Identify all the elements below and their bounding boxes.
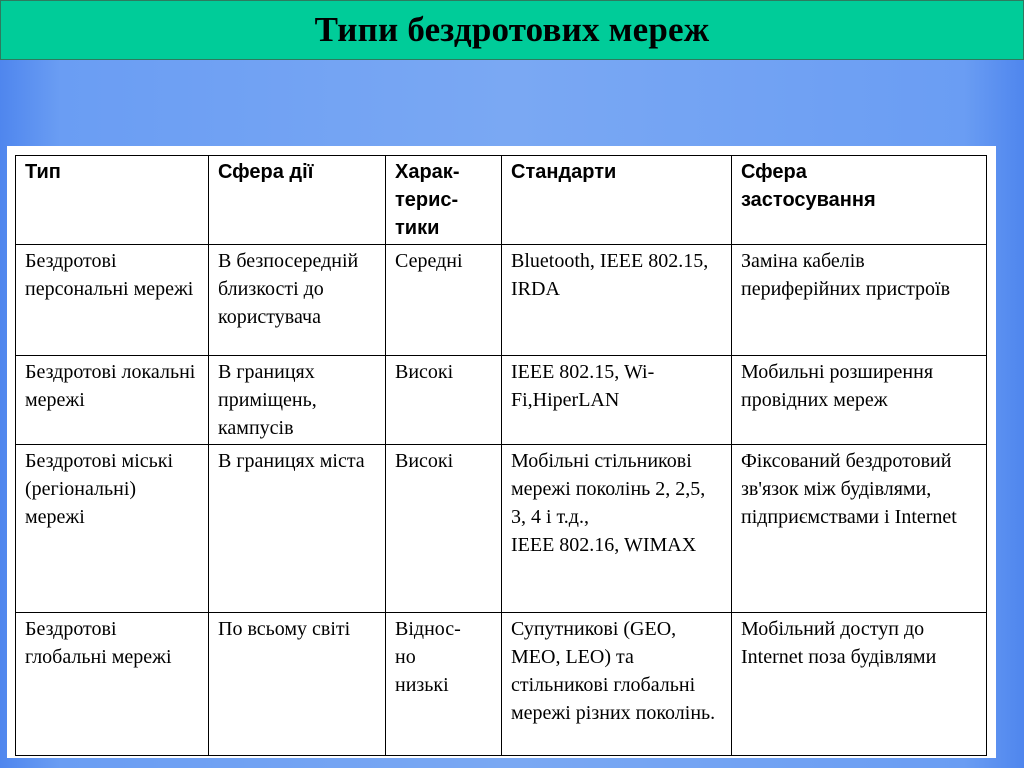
table-row [16, 445, 987, 613]
cell-type: Бездротові локальні мережі [16, 356, 209, 445]
cell-type: Бездротові персональні мережі [16, 245, 209, 356]
cell-scope: В границях приміщень, кампусів [209, 356, 386, 445]
cell-standards [502, 445, 732, 613]
header-application: Сфера застосування [732, 156, 987, 245]
header-type: Тип [16, 156, 209, 245]
cell-type: Бездротові глобальні мережі [16, 613, 209, 756]
table-row [16, 356, 987, 445]
slide-body [0, 60, 1024, 768]
cell-standards: Bluetooth, IEEE 802.15, IRDA [502, 245, 732, 356]
cell-characteristics: Високі [386, 445, 502, 613]
cell-application: Мобильні розширення провідних мереж [732, 356, 987, 445]
standards-mobile-generations: Мобільні стільникові мережі поколінь 2, 2,5, 3, 4 і т.д., [511, 450, 706, 528]
slide-title: Типи бездротових мереж [314, 10, 710, 49]
cell-scope: По всьому світі [209, 613, 386, 756]
cell-application: Мобільний доступ до Internet поза будівлями [732, 613, 987, 756]
table-header-row [16, 156, 987, 245]
header-scope: Сфера дії [209, 156, 386, 245]
header-standards: Стандарти [502, 156, 732, 245]
cell-type: Бездротові міські (регіональні) мережі [16, 445, 209, 613]
cell-scope: В безпосередній близкості до користувача [209, 245, 386, 356]
cell-application: Фіксований бездротовий зв'язок між будівлями, підприємствами і Internet [732, 445, 987, 613]
cell-application: Заміна кабелів периферійних пристроїв [732, 245, 987, 356]
table-row [16, 613, 987, 756]
header-characteristics: Харак- терис- тики [386, 156, 502, 245]
wireless-networks-table [15, 155, 987, 756]
cell-characteristics: Середні [386, 245, 502, 356]
slide-title-bar [0, 0, 1024, 60]
table-frame [7, 146, 996, 758]
cell-scope: В границях міста [209, 445, 386, 613]
cell-standards: IEEE 802.15, Wi-Fi,HiperLAN [502, 356, 732, 445]
cell-characteristics: Високі [386, 356, 502, 445]
cell-characteristics: Віднос- но низькі [386, 613, 502, 756]
table-row [16, 245, 987, 356]
cell-standards: Супутникові (GEO, MEO, LEO) та стільникові глобальні мережі різних поколінь. [502, 613, 732, 756]
standards-ieee-wimax: IEEE 802.16, WIMAX [511, 534, 697, 556]
